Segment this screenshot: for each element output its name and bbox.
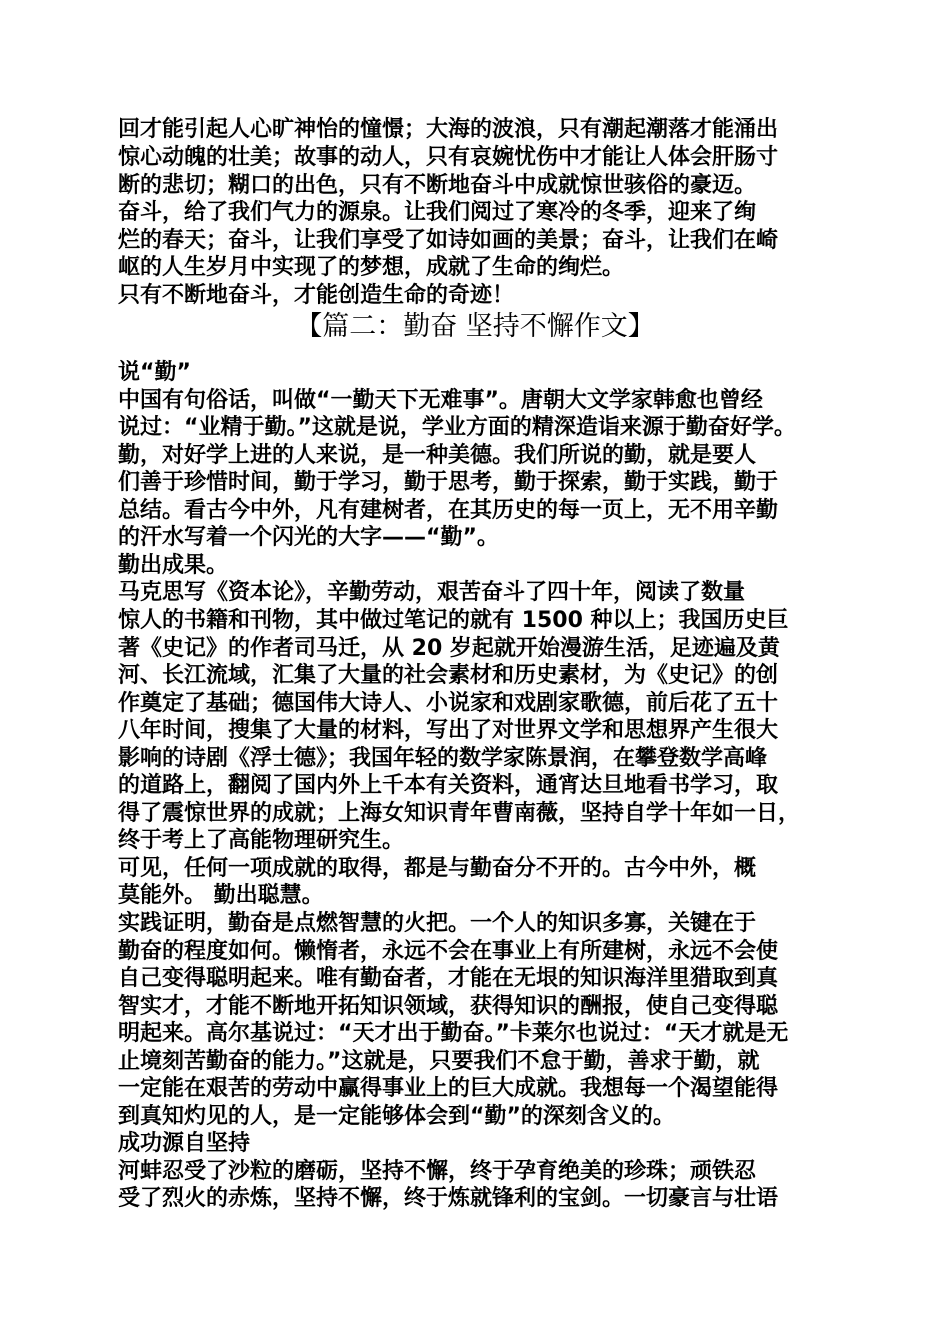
text-line: 智实才，才能不断地开拓知识领域，获得知识的酬报，使自己变得聪 xyxy=(118,994,779,1019)
text-line: 岖的人生岁月中实现了的梦想，成就了生命的绚烂。 xyxy=(118,255,625,280)
text-line: 成功源自坚持 xyxy=(118,1131,251,1156)
text-line: 一定能在艰苦的劳动中赢得事业上的巨大成就。我想每一个渴望能得 xyxy=(118,1076,779,1101)
text-line: 说“勤” xyxy=(118,360,191,385)
text-line: 断的悲切；糊口的出色，只有不断地奋斗中成就惊世骇俗的豪迈。 xyxy=(118,173,757,198)
section-title: 【篇二：勤奋 坚持不懈作文】 xyxy=(295,311,655,342)
text-line: 惊人的书籍和刊物，其中做过笔记的就有 1500 种以上；我国历史巨 xyxy=(118,608,789,633)
text-line: 到真知灼见的人，是一定能够体会到“勤”的深刻含义的。 xyxy=(118,1104,675,1129)
text-line: 得了震惊世界的成就；上海女知识青年曹南薇，坚持自学十年如一日， xyxy=(118,801,801,826)
text-line: 奋斗，给了我们气力的源泉。让我们阅过了寒冷的冬季，迎来了绚 xyxy=(118,200,757,225)
text-line: 终于考上了高能物理研究生。 xyxy=(118,828,405,853)
text-line: 莫能外。 勤出聪慧。 xyxy=(118,883,324,908)
text-line: 们善于珍惜时间，勤于学习，勤于思考，勤于探索，勤于实践，勤于 xyxy=(118,470,779,495)
text-line: 烂的春天；奋斗，让我们享受了如诗如画的美景；奋斗，让我们在崎 xyxy=(118,228,779,253)
text-line: 受了烈火的赤炼，坚持不懈，终于炼就锋利的宝剑。一切豪言与壮语 xyxy=(118,1186,779,1211)
text-line: 八年时间，搜集了大量的材料，写出了对世界文学和思想界产生很大 xyxy=(118,718,779,743)
text-line: 可见，任何一项成就的取得，都是与勤奋分不开的。古今中外，概 xyxy=(118,856,757,881)
text-line: 著《史记》的作者司马迁，从 20 岁起就开始漫游生活，足迹遍及黄 xyxy=(118,636,780,661)
text-line: 中国有句俗话，叫做“一勤天下无难事”。唐朝大文学家韩愈也曾经 xyxy=(118,388,763,413)
text-line: 只有不断地奋斗，才能创造生命的奇迹！ xyxy=(118,283,515,308)
text-line: 止境刻苦勤奋的能力。”这就是，只要我们不怠于勤，善求于勤，就 xyxy=(118,1049,760,1074)
text-line: 实践证明，勤奋是点燃智慧的火把。一个人的知识多寡，关键在于 xyxy=(118,911,757,936)
text-line: 河、长江流域，汇集了大量的社会素材和历史素材，为《史记》的创 xyxy=(118,663,779,688)
text-line: 勤出成果。 xyxy=(118,553,229,578)
text-line: 自己变得聪明起来。唯有勤奋者，才能在无垠的知识海洋里猎取到真 xyxy=(118,966,779,991)
text-line: 河蚌忍受了沙粒的磨砺，坚持不懈，终于孕育绝美的珍珠；顽铁忍 xyxy=(118,1159,757,1184)
text-line: 的道路上，翻阅了国内外上千本有关资料，通宵达旦地看书学习，取 xyxy=(118,773,779,798)
text-line: 明起来。高尔基说过：“天才出于勤奋。”卡莱尔也说过：“天才就是无 xyxy=(118,1021,789,1046)
text-line: 马克思写《资本论》，辛勤劳动，艰苦奋斗了四十年，阅读了数量 xyxy=(118,580,746,605)
text-line: 作奠定了基础；德国伟大诗人、小说家和戏剧家歌德，前后花了五十 xyxy=(118,691,779,716)
text-line: 影响的诗剧《浮士德》；我国年轻的数学家陈景润，在攀登数学高峰 xyxy=(118,746,768,771)
text-line: 回才能引起人心旷神怡的憧憬；大海的波浪，只有潮起潮落才能涌出 xyxy=(118,117,779,142)
text-line: 勤奋的程度如何。懒惰者，永远不会在事业上有所建树，永远不会使 xyxy=(118,939,779,964)
text-line: 的汗水写着一个闪光的大字——“勤”。 xyxy=(118,525,499,550)
text-line: 说过：“业精于勤。”这就是说，学业方面的精深造诣来源于勤奋好学。 xyxy=(118,415,796,440)
text-line: 总结。看古今中外，凡有建树者，在其历史的每一页上，无不用辛勤 xyxy=(118,498,779,523)
text-line: 惊心动魄的壮美；故事的动人，只有哀婉忧伤中才能让人体会肝肠寸 xyxy=(118,145,779,170)
text-line: 勤，对好学上进的人来说，是一种美德。我们所说的勤，就是要人 xyxy=(118,443,757,468)
